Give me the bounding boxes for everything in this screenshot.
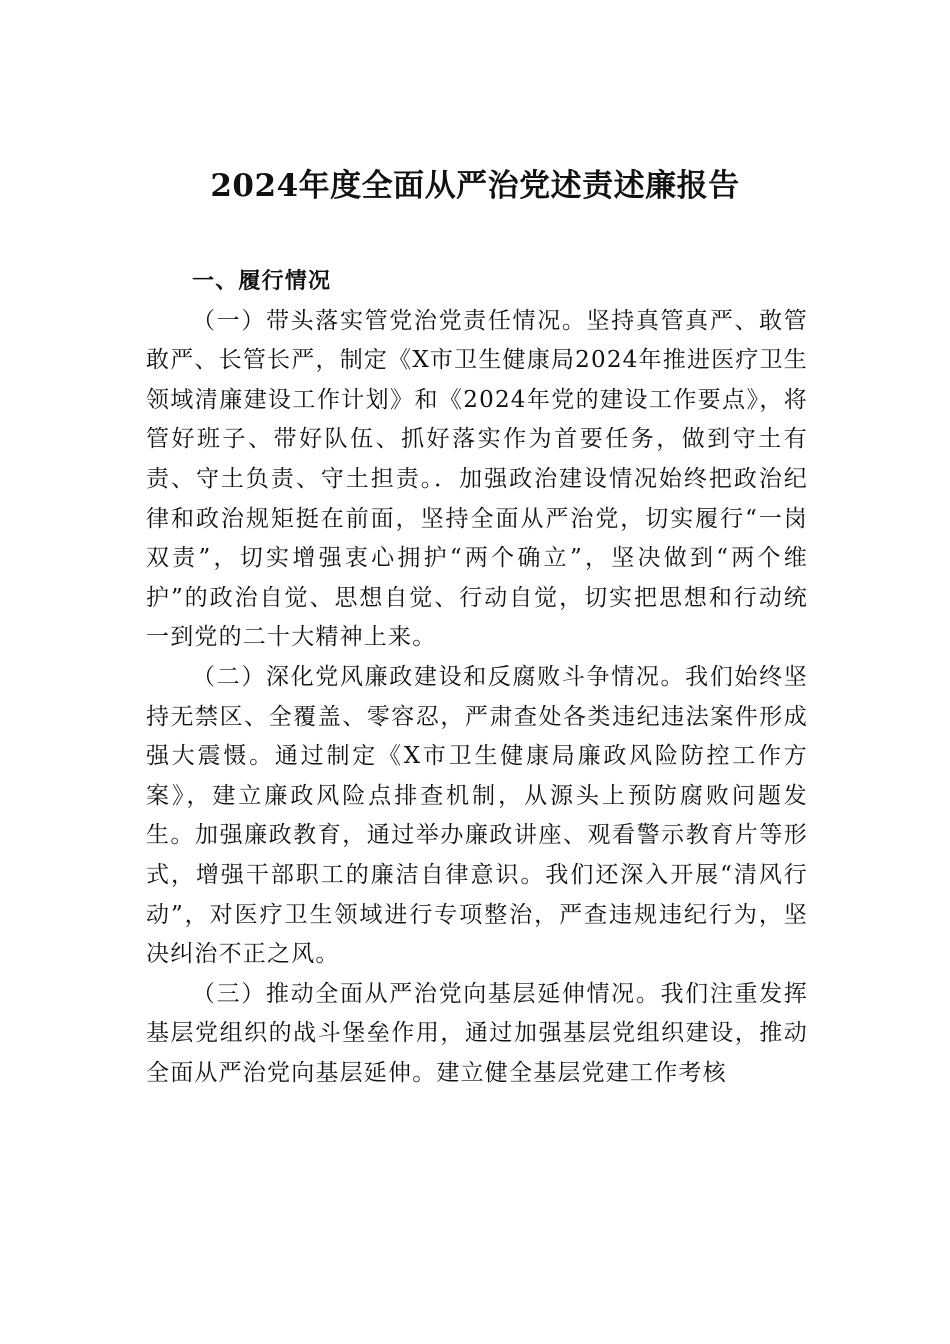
paragraph-1: [146, 302, 808, 658]
paragraph-2-lead: （二）深化党风廉政建设和反腐败斗争情况。: [192, 663, 686, 690]
document-title: 2024年度全面从严治党述责述廉报告: [210, 168, 740, 204]
paragraph-1-text: 坚持真管真严、敢管敢严、长管长严，制定《X市卫生健康局2024年推进医疗卫生领域清廉建设工作计划》和《2024年党的建设工作要点》，将管好班子、带好队伍、抓好落实作为首要任务，做到守土有责、守土负责、守土担责。．加强政治建设情况始终把政治纪律和政治规矩挺在前面，坚持全面从严治党，切实履行“一岗双责”，切实增强衷心拥护“两个确立”，坚决做到“两个维护”的政治自觉、思想自觉、行动自觉，切实把思想和行动统一到党的二十大精神上来。: [146, 307, 808, 651]
document-body: [146, 262, 808, 1093]
paragraph-1-lead: （一）带头落实管党治党责任情况。: [192, 307, 587, 334]
section-heading: 一、履行情况: [192, 269, 332, 294]
paragraph-2-text: 我们始终坚持无禁区、全覆盖、零容忍，严肃查处各类违纪违法案件形成强大震慑。通过制定《X市卫生健康局廉政风险防控工作方案》，建立廉政风险点排查机制，从源头上预防腐败问题发生。加强廉政教育，通过举办廉政讲座、观看警示教育片等形式，增强干部职工的廉洁自律意识。我们还深入开展“清风行动”，对医疗卫生领域进行专项整治，严查违规违纪行为，坚决纠治不正之风。: [146, 663, 809, 968]
paragraph-2: [146, 658, 808, 975]
paragraph-3-text: 我们注重发挥基层党组织的战斗堡垒作用，通过加强基层党组织建设，推动全面从严治党向基层延伸。建立健全基层党建工作考核: [146, 980, 808, 1086]
paragraph-3-lead: （三）推动全面从严治党向基层延伸情况。: [192, 980, 661, 1007]
paragraph-3: [146, 975, 808, 1094]
